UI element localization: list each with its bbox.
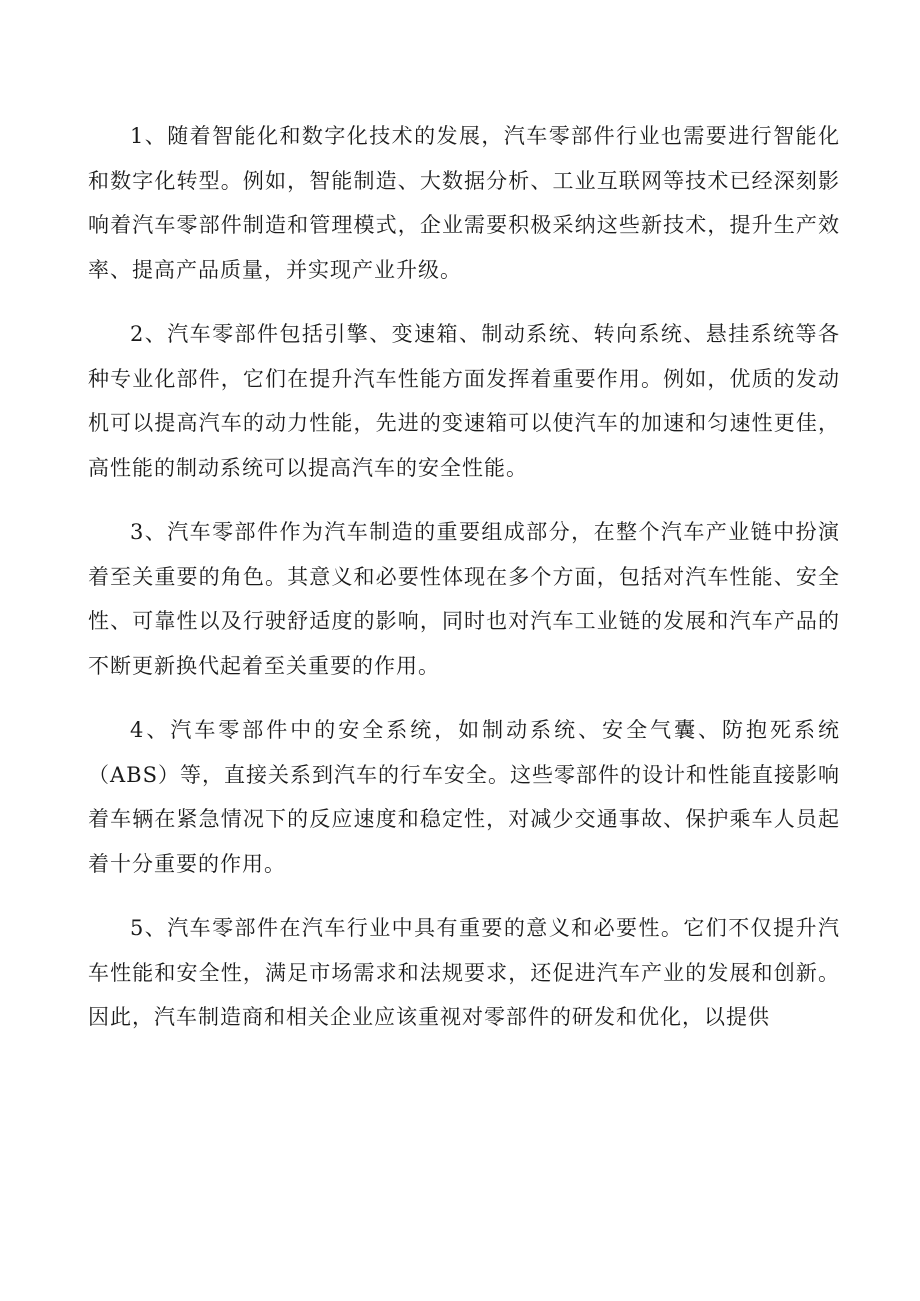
- paragraph-1: 1、随着智能化和数字化技术的发展，汽车零部件行业也需要进行智能化和数字化转型。例如，智能制造、大数据分析、工业互联网等技术已经深刻影响着汽车零部件制造和管理模式，企业需要积极采纳这些新技术，提升生产效率、提高产品质量，并实现产业升级。: [88, 124, 840, 282]
- paragraph-4: 4、汽车零部件中的安全系统，如制动系统、安全气囊、防抱死系统（ABS）等，直接关系到汽车的行车安全。这些零部件的设计和性能直接影响着车辆在紧急情况下的反应速度和稳定性，对减少交通事故、保护乘车人员起着十分重要的作用。: [88, 718, 840, 876]
- paragraph-5: 5、汽车零部件在汽车行业中具有重要的意义和必要性。它们不仅提升汽车性能和安全性，满足市场需求和法规要求，还促进汽车产业的发展和创新。因此，汽车制造商和相关企业应该重视对零部件的研发和优化，以提供: [88, 916, 840, 1029]
- paragraph-2: 2、汽车零部件包括引擎、变速箱、制动系统、转向系统、悬挂系统等各种专业化部件，它们在提升汽车性能方面发挥着重要作用。例如，优质的发动机可以提高汽车的动力性能，先进的变速箱可以使汽车的加速和匀速性更佳，高性能的制动系统可以提高汽车的安全性能。: [88, 322, 840, 480]
- document-body: [88, 114, 840, 1060]
- paragraph-3: 3、汽车零部件作为汽车制造的重要组成部分，在整个汽车产业链中扮演着至关重要的角色。其意义和必要性体现在多个方面，包括对汽车性能、安全性、可靠性以及行驶舒适度的影响，同时也对汽车工业链的发展和汽车产品的不断更新换代起着至关重要的作用。: [88, 520, 840, 678]
